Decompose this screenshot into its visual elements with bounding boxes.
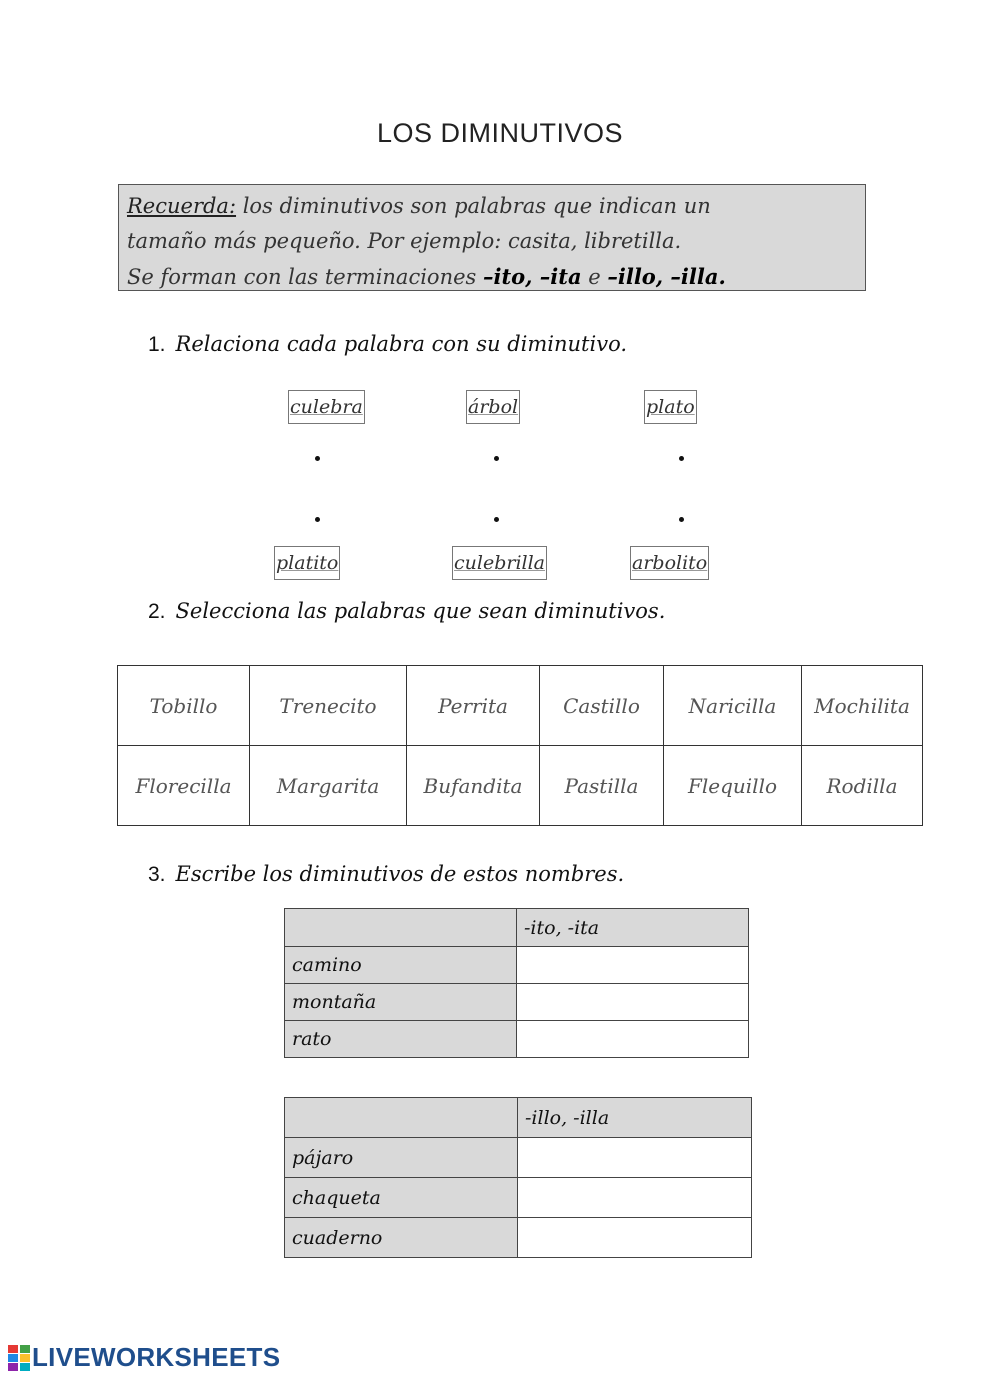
- match-word-arbol[interactable]: árbol: [466, 390, 520, 424]
- recuerda-box: [118, 184, 866, 291]
- recuerda-connector: e: [581, 265, 608, 289]
- recuerda-label: Recuerda:: [127, 194, 237, 218]
- word-cell: chaqueta: [285, 1178, 518, 1218]
- match-word-platito[interactable]: platito: [274, 546, 340, 580]
- word-cell: montaña: [285, 984, 517, 1021]
- match-dot-top-3[interactable]: [679, 456, 684, 461]
- select-word-cell[interactable]: Naricilla: [664, 666, 802, 746]
- match-word-culebrilla[interactable]: culebrilla: [452, 546, 547, 580]
- recuerda-line3: Se forman con las terminaciones: [127, 265, 483, 289]
- recuerda-line2: tamaño más pequeño. Por ejemplo: casita, libretilla.: [127, 229, 682, 253]
- table-header-suffix: -ito, -ita: [517, 909, 749, 947]
- match-word-arbolito[interactable]: arbolito: [630, 546, 709, 580]
- table-header-blank: [285, 909, 517, 947]
- select-words-table: [117, 665, 923, 826]
- match-dot-bottom-1[interactable]: [315, 517, 320, 522]
- exercise3-instruction: Escribe los diminutivos de estos nombres.: [175, 862, 625, 886]
- table-header-suffix: -illo, -illa: [518, 1098, 752, 1138]
- answer-input[interactable]: [517, 947, 749, 984]
- select-word-cell[interactable]: Mochilita: [802, 666, 923, 746]
- exercise2-instruction: Selecciona las palabras que sean diminutivos.: [175, 599, 666, 623]
- suffix-illo-illa: –illo, –illa.: [607, 264, 726, 289]
- table-row: [285, 1178, 752, 1218]
- answer-input[interactable]: [518, 1218, 752, 1258]
- select-word-cell[interactable]: Flequillo: [664, 746, 802, 826]
- exercise1-number: 1.: [148, 333, 166, 356]
- table-row: [285, 1138, 752, 1178]
- select-word-cell[interactable]: Bufandita: [407, 746, 540, 826]
- select-word-cell[interactable]: Florecilla: [118, 746, 250, 826]
- exercise2-number: 2.: [148, 600, 166, 623]
- select-word-cell[interactable]: Trenecito: [250, 666, 407, 746]
- liveworksheets-logo-icon: [8, 1345, 30, 1371]
- answer-input[interactable]: [518, 1138, 752, 1178]
- word-cell: camino: [285, 947, 517, 984]
- match-dot-top-1[interactable]: [315, 456, 320, 461]
- answer-input[interactable]: [517, 984, 749, 1021]
- diminutive-table-illo: [284, 1097, 752, 1258]
- match-dot-bottom-2[interactable]: [494, 517, 499, 522]
- answer-input[interactable]: [518, 1178, 752, 1218]
- exercise3-heading: [148, 862, 624, 887]
- select-word-cell[interactable]: Margarita: [250, 746, 407, 826]
- table-row: [285, 1021, 749, 1058]
- match-dot-bottom-3[interactable]: [679, 517, 684, 522]
- table-row: [118, 666, 923, 746]
- match-word-culebra[interactable]: culebra: [288, 390, 365, 424]
- word-cell: rato: [285, 1021, 517, 1058]
- select-word-cell[interactable]: Tobillo: [118, 666, 250, 746]
- exercise2-heading: [148, 599, 665, 624]
- recuerda-line1: los diminutivos son palabras que indican un: [236, 194, 711, 218]
- match-dot-top-2[interactable]: [494, 456, 499, 461]
- logo-text: LIVEWORKSHEETS: [32, 1342, 281, 1372]
- match-word-plato[interactable]: plato: [644, 390, 697, 424]
- word-cell: cuaderno: [285, 1218, 518, 1258]
- select-word-cell[interactable]: Castillo: [540, 666, 664, 746]
- exercise1-heading: [148, 332, 627, 357]
- table-row: [285, 1218, 752, 1258]
- table-row: [285, 947, 749, 984]
- select-word-cell[interactable]: Perrita: [407, 666, 540, 746]
- liveworksheets-logo: [8, 1342, 280, 1373]
- page-title: LOS DIMINUTIVOS: [376, 118, 624, 148]
- exercise3-number: 3.: [148, 863, 166, 886]
- table-row: [285, 909, 749, 947]
- word-cell: pájaro: [285, 1138, 518, 1178]
- answer-input[interactable]: [517, 1021, 749, 1058]
- table-header-blank: [285, 1098, 518, 1138]
- suffix-ito-ita: –ito, –ita: [482, 264, 582, 289]
- table-row: [285, 984, 749, 1021]
- diminutive-table-ito: [284, 908, 749, 1058]
- table-row: [118, 746, 923, 826]
- exercise1-instruction: Relaciona cada palabra con su diminutivo.: [175, 332, 628, 356]
- table-row: [285, 1098, 752, 1138]
- select-word-cell[interactable]: Rodilla: [802, 746, 923, 826]
- select-word-cell[interactable]: Pastilla: [540, 746, 664, 826]
